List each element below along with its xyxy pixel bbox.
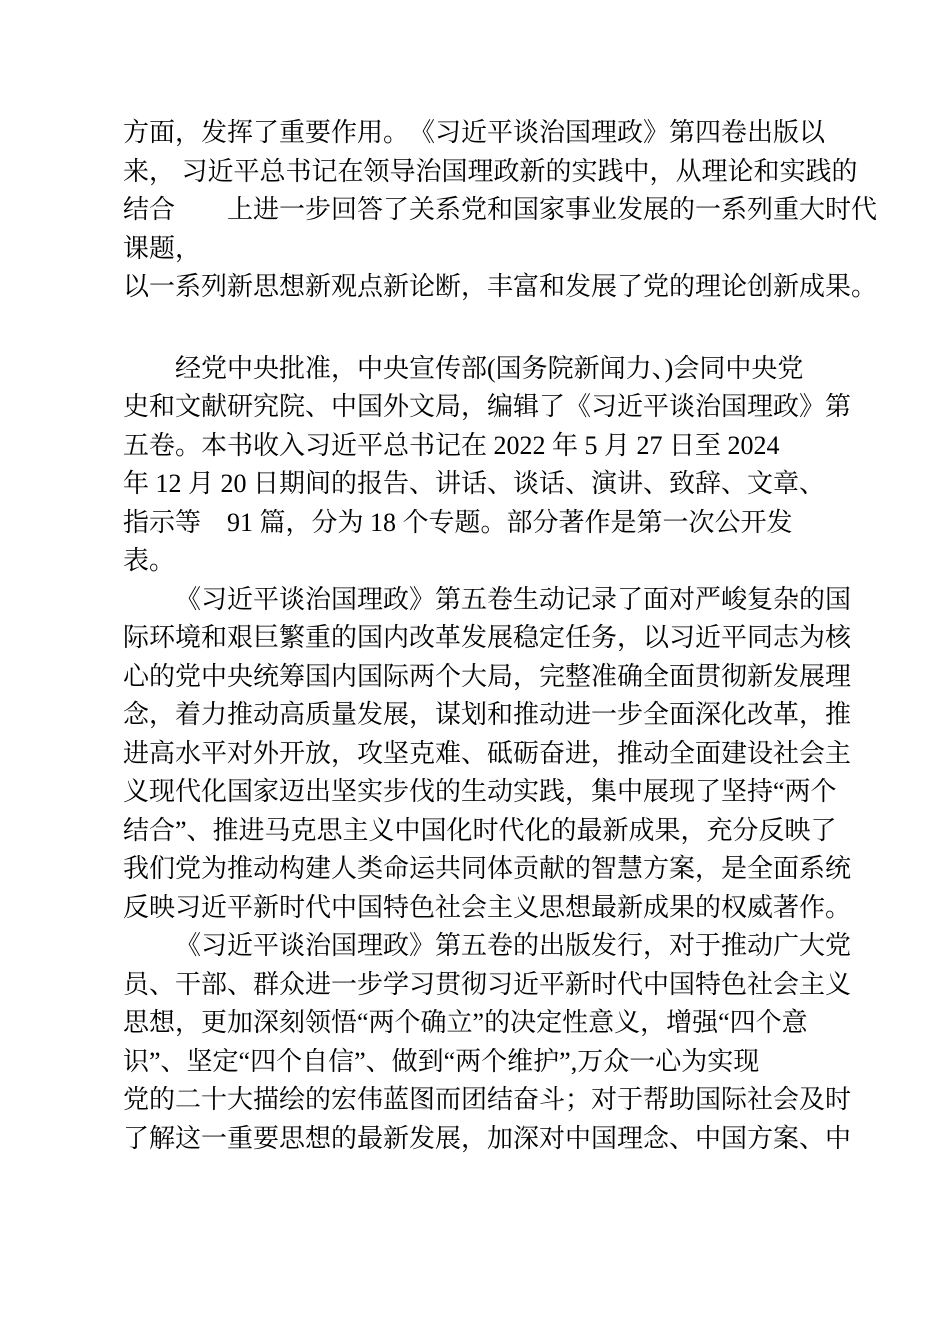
text-line: 五卷。本书收入习近平总书记在 2022 年 5 月 27 日至 2024 bbox=[123, 430, 780, 460]
document-body bbox=[123, 114, 878, 1158]
paragraph-4 bbox=[123, 927, 863, 1158]
text-line: 反映习近平新时代中国特色社会主义思想最新成果的权威著作。 bbox=[123, 892, 852, 922]
text-line: 表。 bbox=[123, 546, 176, 575]
text-line: 际环境和艰巨繁重的国内改革发展稳定任务，以习近平同志为核 bbox=[123, 623, 852, 652]
text-line: 党的二十大描绘的宏伟蓝图而团结奋斗；对于帮助国际社会及时 bbox=[123, 1085, 852, 1114]
text-line: 经党中央批准，中央宣传部(国务院新闻力、)会同中央党 bbox=[175, 353, 804, 383]
text-line: 史和文献研究院、中国外文局，编辑了《习近平谈治国理政》第 bbox=[123, 392, 852, 421]
text-line: 方面，发挥了重要作用。 《习近平谈治国理政》第四卷出版以 bbox=[123, 118, 826, 147]
text-line: 员、干部、群众进一步学习贯彻习近平新时代中国特色社会主义 bbox=[123, 969, 852, 999]
text-line: 来， 习近平总书记在领导治国理政新的实践中，从理论和实践的 bbox=[123, 156, 858, 186]
text-line: 《习近平谈治国理政》第五卷的出版发行，对于推动广大党 bbox=[175, 931, 852, 960]
text-line: 思想，更加深刻领悟“两个确立”的决定性意义，增强“四个意 bbox=[123, 1008, 808, 1037]
paragraph-2 bbox=[123, 350, 863, 581]
text-line: 课题， bbox=[123, 233, 202, 263]
text-line: 《习近平谈治国理政》第五卷生动记录了面对严峻复杂的国 bbox=[175, 584, 852, 614]
text-line: 心的党中央统筹国内国际两个大局，完整准确全面贯彻新发展理 bbox=[123, 661, 852, 691]
paragraph-3 bbox=[123, 581, 863, 928]
blank-line bbox=[123, 307, 863, 350]
text-line: 了解这一重要思想的最新发展，加深对中国理念、中国方案、中 bbox=[123, 1123, 852, 1153]
text-line: 结合”、推进马克思主义中国化时代化的最新成果，充分反映了 bbox=[123, 815, 837, 845]
text-line: 识”、坚定“四个自信”、做到“两个维护”,万众一心为实现 bbox=[123, 1046, 760, 1076]
text-line: 指示等 91 篇，分为 18 个专题。部分著作是第一次公开发 bbox=[123, 507, 793, 537]
text-line: 进高水平对外开放，攻坚克难、砥砺奋进，推动全面建设社会主 bbox=[123, 738, 852, 768]
text-line: 念，着力推动高质量发展，谋划和推动进一步全面深化改革，推 bbox=[123, 700, 852, 729]
text-line: 年 12 月 20 日期间的报告、讲话、谈话、演讲、致辞、文章、 bbox=[123, 469, 826, 498]
text-line: 结合 上进一步回答了关系党和国家事业发展的一系列重大时代 bbox=[123, 195, 878, 224]
paragraph-1 bbox=[123, 114, 878, 307]
text-line: 我们党为推动构建人类命运共同体贡献的智慧方案，是全面系统 bbox=[123, 854, 852, 883]
text-line: 义现代化国家迈出坚实步伐的生动实践，集中展现了坚持“两个 bbox=[123, 777, 837, 806]
text-line: 以一系列新思想新观点新论断，丰富和发展了党的理论创新成果。 bbox=[123, 272, 878, 301]
